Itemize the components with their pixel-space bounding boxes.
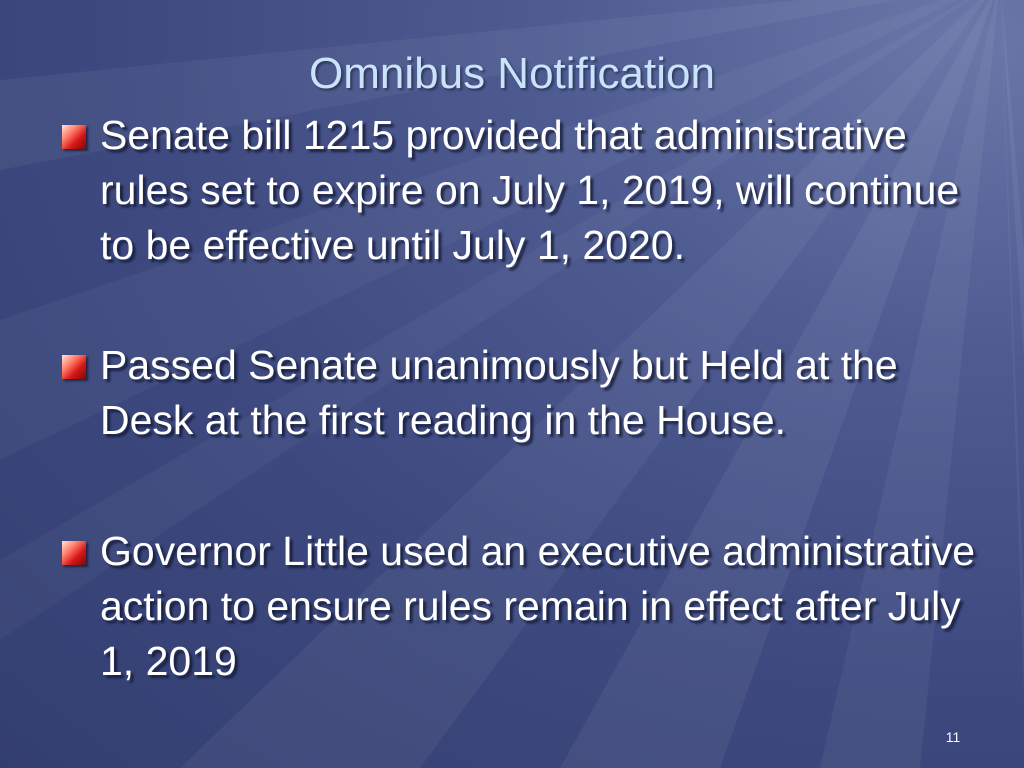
bullet-item-governor-action bbox=[100, 524, 980, 689]
red-square-bullet-icon bbox=[62, 125, 86, 149]
bullet-item-senate-bill bbox=[100, 108, 980, 273]
bullet-text: Senate bill 1215 provided that administrative rules set to expire on July 1, 2019, will continue to be effective until July 1, 2020. bbox=[100, 112, 960, 268]
bullet-item-passed-senate bbox=[100, 338, 980, 448]
page-number: 11 bbox=[945, 729, 961, 745]
bullet-text: Passed Senate unanimously but Held at the Desk at the first reading in the House. bbox=[100, 342, 898, 443]
bullet-text: Governor Little used an executive administrative action to ensure rules remain in effect after July 1, 2019 bbox=[100, 528, 976, 684]
red-square-bullet-icon bbox=[62, 355, 86, 379]
red-square-bullet-icon bbox=[62, 541, 86, 565]
slide-title: Omnibus Notification bbox=[309, 49, 715, 98]
